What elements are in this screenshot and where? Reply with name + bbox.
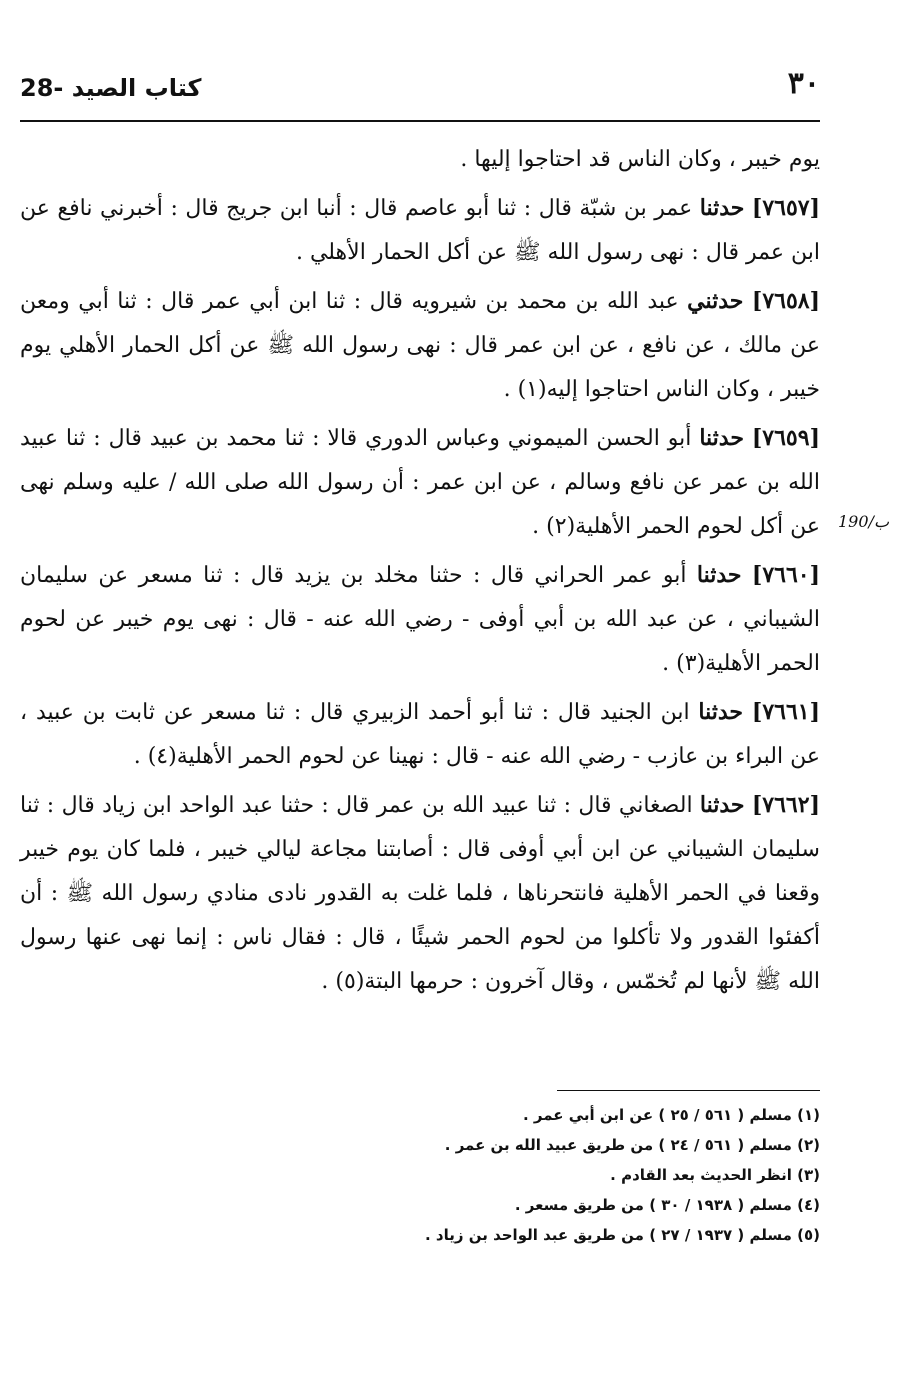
margin-folio-note: 190/ب xyxy=(838,512,889,531)
book-title: 28- كتاب الصيد xyxy=(20,74,202,102)
footnote-item: (٣) انظر الحديث بعد القادم . xyxy=(610,1166,820,1184)
hadith-number: [٧٦٦١] xyxy=(751,699,820,725)
hadith-lead: حدثنا xyxy=(696,562,742,588)
hadith-text: أبو الحسن الميموني وعباس الدوري قالا : ثنا محمد بن عبيد قال : ثنا عبيد الله بن عمر عن نافع وسالم ، عن ابن عمر : أن رسول الله صلى الله / عليه وسلم نهى عن أكل لحوم الحمر الأهلية(٢) . xyxy=(20,426,820,539)
hadith-lead: حدثني xyxy=(687,288,744,314)
hadith-lead: حدثنا xyxy=(699,195,745,221)
hadith-text: عمر بن شبّة قال : ثنا أبو عاصم قال : أنبا ابن جريج قال : أخبرني نافع عن ابن عمر قال : نهى رسول الله ﷺ عن أكل الحمار الأهلي . xyxy=(20,196,820,265)
hadith-paragraph xyxy=(20,783,820,1004)
hadith-lead: حدثنا xyxy=(698,699,744,725)
footnote-item: (٤) مسلم ( ١٩٣٨ / ٣٠ ) من طريق مسعر . xyxy=(514,1196,820,1214)
footnotes xyxy=(20,1100,820,1250)
hadith-number: [٧٦٥٧] xyxy=(751,195,820,221)
hadith-paragraph xyxy=(20,279,820,412)
footnote-item: (٢) مسلم ( ٥٦١ / ٢٤ ) من طريق عبيد الله بن عمر . xyxy=(444,1136,820,1154)
intro-paragraph: يوم خيبر ، وكان الناس قد احتاجوا إليها . xyxy=(460,147,820,172)
page-header xyxy=(20,60,820,122)
hadith-paragraph xyxy=(20,690,820,779)
hadith-number: [٧٦٥٩] xyxy=(751,425,820,451)
hadith-lead: حدثنا xyxy=(699,425,744,451)
hadith-paragraph xyxy=(20,553,820,686)
hadith-lead: حدثنا xyxy=(699,792,745,818)
hadith-number: [٧٦٥٨] xyxy=(751,288,820,314)
hadith-paragraph xyxy=(20,186,820,275)
hadith-text: عبد الله بن محمد بن شيرويه قال : ثنا ابن أبي عمر قال : ثنا أبي ومعن عن مالك ، عن نافع ، عن ابن عمر قال : نهى رسول الله ﷺ عن أكل الحمار الأهلي يوم خيبر ، وكان الناس احتاجوا إليه(١) . xyxy=(20,289,820,402)
hadith-paragraph xyxy=(20,416,820,549)
footnote-item: (٥) مسلم ( ١٩٣٧ / ٢٧ ) من طريق عبد الواحد بن زياد . xyxy=(424,1226,820,1244)
page-number: ٣٠ xyxy=(787,66,820,101)
hadith-text: ابن الجنيد قال : ثنا أبو أحمد الزبيري قال : ثنا مسعر عن ثابت بن عبيد ، عن البراء بن عازب - رضي الله عنه - قال : نهينا عن لحوم الحمر الأهلية(٤) . xyxy=(20,700,820,769)
footnote-divider xyxy=(557,1090,820,1091)
hadith-text: الصغاني قال : ثنا عبيد الله بن عمر قال : حثنا عبد الواحد ابن زياد قال : ثنا سليمان الشيباني عن ابن أبي أوفى قال : أصابتنا مجاعة ليالي خيبر ، فلما كان يوم خيبر وقعنا في الحمر الأهلية فانتحرناها ، فلما غلت به القدور نادى منادي رسول الله ﷺ : أن أكفئوا القدور ولا تأكلوا من لحوم الحمر شيئًا ، قال : فقال ناس : إنما نهى عنها رسول الله ﷺ لأنها لم تُخمّس ، وقال آخرون : حرمها البتة(٥) . xyxy=(20,793,820,994)
main-text xyxy=(20,138,820,1008)
hadith-number: [٧٦٦٠] xyxy=(751,562,820,588)
hadith-number: [٧٦٦٢] xyxy=(751,792,820,818)
footnote-item: (١) مسلم ( ٥٦١ / ٢٥ ) عن ابن أبي عمر . xyxy=(522,1106,820,1124)
hadith-text: أبو عمر الحراني قال : حثنا مخلد بن يزيد قال : ثنا مسعر عن سليمان الشيباني ، عن عبد الله بن أبي أوفى - رضي الله عنه - قال : نهى يوم خيبر عن لحوم الحمر الأهلية(٣) . xyxy=(20,563,820,676)
